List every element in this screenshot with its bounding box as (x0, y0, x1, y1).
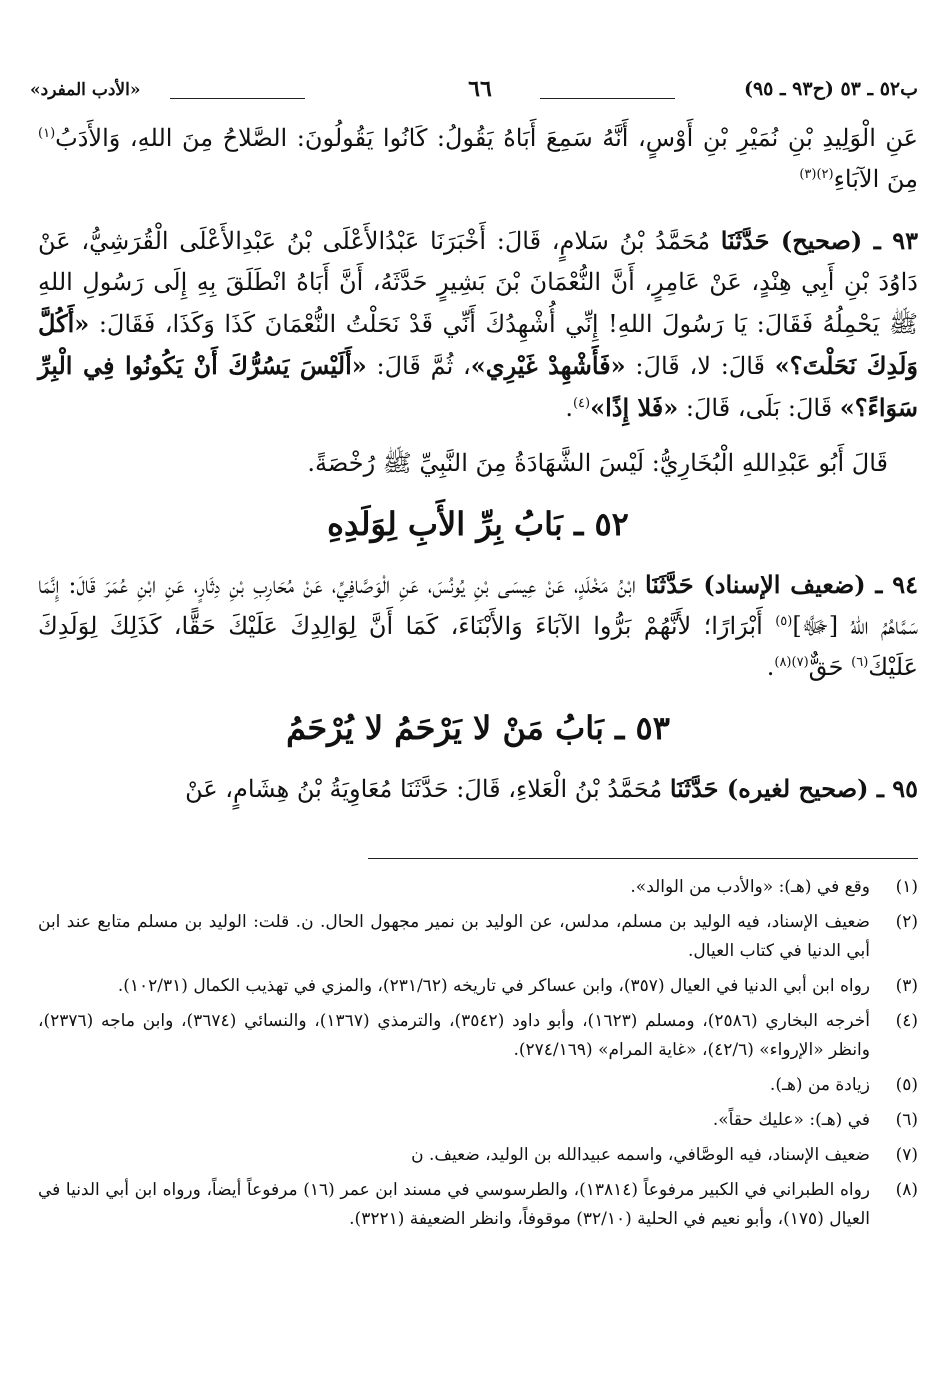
footnote-item (38, 1176, 918, 1234)
prophet-quote: «أَلَيْسَ يَسُرُّكَ أَنْ يَكُونُوا فِي الْبِرِّ سَوَاءً؟» (38, 351, 918, 422)
prophet-quote: «فَأَشْهِدْ غَيْرِي» (470, 351, 626, 380)
footnote-ref: (٤) (572, 396, 591, 411)
haddathana: حَدَّثَنَا (644, 570, 694, 599)
intro-line-2: وَالأَدَبُ (55, 124, 121, 152)
footnote-item (38, 1141, 918, 1170)
footnote-ref: (٦) (851, 655, 869, 670)
hadith-text: قَالَ: بَلَى، قَالَ: (678, 394, 840, 422)
footnote-text: رواه ابن أبي الدنيا في العيال (٣٥٧)، وابن عساكر في تاريخه (٢٣١/٦٢)، والمزي في تهذيب الكمال (١٠٢/٣١). (117, 976, 870, 996)
hadith-text: مُحَمَّدُ بْنُ سَلامٍ، قَالَ: أَخْبَرَنَا عَبْدُالأَعْلَى بْنُ عَبْدِالأَعْلَى الْقُرَشِيُّ، عَنْ دَاوُدَ بْنِ أَبِي هِنْدٍ، عَنْ عَامِرٍ، أَنَّ النُّعْمَانَ بْنَ بَشِيرٍ حَدَّثَهُ، أَنَّ أَبَاهُ انْطَلَقَ بِهِ إِلَى رَسُولِ اللهِ ﷺ يَحْمِلُهُ فَقَالَ: يَا رَسُولَ اللهِ! إِنِّي أُشْهِدُكَ أَنِّي قَدْ نَحَلْتُ النُّعْمَانَ كَذَا وَكَذَا، فَقَالَ: (38, 227, 919, 338)
haddathana: حَدَّثَنَا (720, 226, 770, 255)
footnotes-section (38, 858, 918, 1234)
footnote-text: رواه الطبراني في الكبير مرفوعاً (١٣٨١٤)، والطرسوسي في مسند ابن عمر (١٦) مرفوعاً أيضاً، ورواه ابن أبي الدنيا في العيال (١٧٥)، وأبو نعيم في الحلية (٣٢/١٠) موقوفاً، وانظر الضعيفة (٣٢٢١). (38, 1180, 870, 1229)
hadith-text: أَبْرَارًا؛ لأَنَّهُمْ بَرُّوا الآبَاءَ وَالأَبْنَاءَ، كَمَا أَنَّ لِوَالِدِكَ عَلَيْكَ حَقًّا، كَذَلِكَ لِوَلَدِكَ عَلَيْكَ (38, 612, 918, 681)
hadith-text: مُحَمَّدُ بْنُ الْعَلاءِ، قَالَ: حَدَّثَنَا مُعَاوِيَةُ بْنُ هِشَامٍ، عَنْ (185, 775, 670, 803)
footnote-text: في (هـ): «عليك حقاً». (712, 1110, 870, 1130)
footnote-number: (١) (895, 877, 918, 897)
footnote-number: (٣) (895, 976, 918, 996)
footnote-text: زيادة من (هـ). (769, 1075, 870, 1095)
intro-paragraph (38, 118, 918, 200)
hadith-text: حَقٌّ (808, 653, 852, 681)
hadith-95 (38, 768, 918, 810)
footnote-number: (٨) (895, 1180, 918, 1200)
prophet-quote: «أَكُلَّ وَلَدِكَ نَحَلْتَ؟» (38, 309, 918, 380)
page-number: ٦٦ (468, 76, 492, 102)
page-header (30, 72, 930, 112)
footnote-number: (٥) (895, 1075, 918, 1095)
sentence-end: . (565, 394, 573, 422)
haddathana: حَدَّثَنَا (669, 774, 719, 803)
footnote-text: وقع في (هـ): «والأدب من الوالد». (630, 877, 870, 897)
footnote-text: ضعيف الإسناد، فيه الوصَّافي، واسمه عبيدالله بن الوليد، ضعيف. ن (411, 1145, 870, 1165)
footnote-number: (٢) (895, 912, 918, 932)
sentence-end: . (766, 653, 775, 681)
footnote-item (38, 1007, 918, 1065)
footnote-item (38, 908, 918, 966)
prophet-quote: «فَلا إِذًا» (590, 393, 679, 422)
footnote-item (38, 1071, 918, 1100)
hadith-number: ٩٥ ـ (868, 774, 918, 803)
hadith-number: ٩٤ ـ (865, 570, 919, 599)
hadith-grade: (صحيح لغيره) (718, 774, 869, 803)
hadith-text: ابْنُ مَخْلَدٍ، عَنْ عِيسَى بْنِ يُونُسَ، عَنِ الْوَصَّافِيِّ، عَنْ مُحَارِبِ بْنِ دِثَارٍ، عَنِ ابْنِ عُمَرَ قَالَ: إِنَّمَا سَمَّاهُمُ اللهُ [ﷻ] (38, 571, 919, 640)
hadith-text: ، ثُمَّ قَالَ: (366, 352, 471, 380)
footnote-text: أخرجه البخاري (٢٥٨٦)، ومسلم (١٦٢٣)، وأبو داود (٣٥٤٢)، والترمذي (١٣٦٧)، والنسائي (٣٦٧٤)، وابن ماجه (٢٣٧٦)، وانظر «الإرواء» (٤٢/٦)، «غاية المرام» (٢٧٤/١٦٩). (38, 1011, 870, 1060)
footnote-ref: (٧)(٨) (774, 655, 809, 670)
intro-line-1: عَنِ الْوَلِيدِ بْنِ نُمَيْرِ بْنِ أَوْسٍ، أَنَّهُ سَمِعَ أَبَاهُ يَقُولُ: كَانُوا يَقُولُونَ: الصَّلاحُ مِنَ اللهِ، (129, 124, 918, 152)
footnote-number: (٤) (895, 1011, 918, 1031)
footnote-text: ضعيف الإسناد، فيه الوليد بن مسلم، مدلس، عن الوليد بن نمير مجهول الحال. ن. قلت: الوليد بن مسلم متابع عند ابن أبي الدنيا في كتاب العيال. (38, 912, 870, 961)
footnote-ref: (٥) (775, 614, 793, 629)
footnote-item (38, 873, 918, 902)
footnote-number: (٦) (895, 1110, 918, 1130)
hadith-93 (38, 220, 918, 429)
hadith-grade: (ضعيف الإسناد) (693, 570, 866, 599)
hadith-text: قَالَ: لا، قَالَ: (625, 352, 775, 380)
intro-line-2b: مِنَ الآبَاءِ (833, 165, 918, 193)
header-section-ref: ب٥٢ ـ ٥٣ (ح٩٣ ـ ٩٥) (743, 78, 918, 100)
footnote-ref: (١) (38, 126, 56, 141)
footnote-rule-gap (38, 858, 368, 862)
hadith-number: ٩٣ ـ (862, 226, 918, 255)
hadith-94 (38, 564, 918, 688)
main-text (38, 118, 918, 810)
chapter-heading-53: ٥٣ ـ بَابُ مَنْ لا يَرْحَمُ لا يُرْحَمُ (286, 709, 670, 747)
bukhari-note: قَالَ أَبُو عَبْدِاللهِ الْبُخَارِيُّ: لَيْسَ الشَّهَادَةُ مِنَ النَّبِيِّ ﷺ رُخْصَةً. (307, 449, 888, 477)
hadith-grade: (صحيح) (769, 226, 863, 255)
footnote-item (38, 1106, 918, 1135)
chapter-heading-52: ٥٢ ـ بَابُ بِرِّ الأَبِ لِوَلَدِهِ (327, 505, 629, 543)
footnote-item (38, 972, 918, 1001)
footnote-ref: (٢)(٣) (799, 167, 834, 182)
header-book-title: «الأدب المفرد» (30, 80, 141, 100)
header-rule-left (170, 98, 305, 99)
footnote-number: (٧) (895, 1145, 918, 1165)
document-page (30, 0, 930, 1377)
